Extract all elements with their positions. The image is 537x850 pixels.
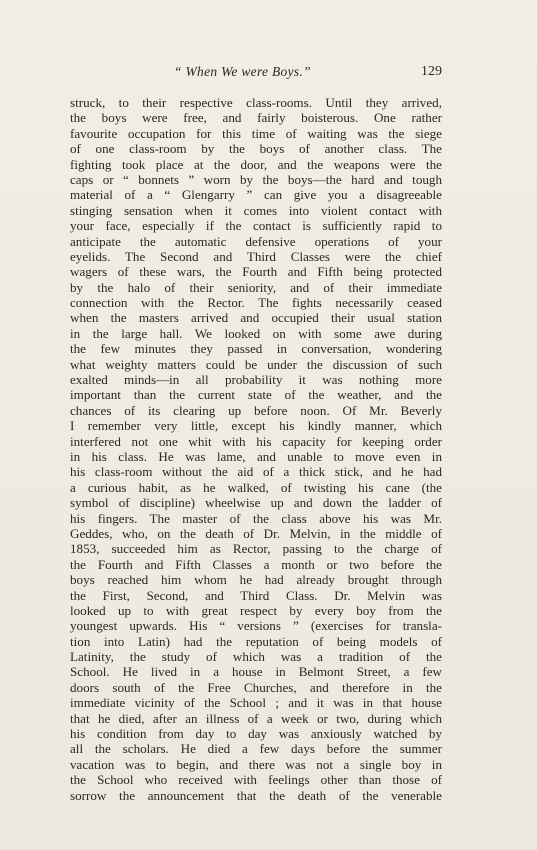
running-head-title: “ When We were Boys.” <box>174 64 311 79</box>
text-line: immediate vicinity of the School ; and it was in that house <box>70 695 442 711</box>
text-line: all the scholars. He died a few days before the summer <box>70 741 442 757</box>
page-number: 129 <box>421 64 442 79</box>
text-line: stinging sensation when it comes into violent contact with <box>70 202 442 218</box>
text-line: his fingers. The master of the class above his was Mr. <box>70 510 442 526</box>
text-line: boys reached him whom he had already brought through <box>70 572 442 588</box>
text-line: in his class. He was lame, and unable to move even in <box>70 448 442 464</box>
text-line: sorrow the announcement that the death of the venerable <box>70 787 442 803</box>
text-line: 1853, succeeded him as Rector, passing to the charge of <box>70 541 442 557</box>
text-line: caps or “ bonnets ” worn by the boys—the hard and tough <box>70 171 442 187</box>
text-line: of one class-room by the boys of another class. The <box>70 141 442 157</box>
text-line: the Fourth and Fifth Classes a month or two before the <box>70 556 442 572</box>
text-line: symbol of discipline) wheelwise up and down the ladder of <box>70 495 442 511</box>
text-line: doors south of the Free Churches, and therefore in the <box>70 679 442 695</box>
text-line: your face, especially if the contact is sufficiently rapid to <box>70 218 442 234</box>
text-line: what weighty matters could be under the discussion of such <box>70 356 442 372</box>
text-line: the School who received with feelings other than those of <box>70 772 442 788</box>
text-line: his condition from day to day was anxiously watched by <box>70 726 442 742</box>
text-line: chances of its clearing up before noon. Of Mr. Beverly <box>70 402 442 418</box>
text-line: anticipate the automatic defensive operations of your <box>70 233 442 249</box>
text-line: important than the current state of the weather, and the <box>70 387 442 403</box>
text-line: exalted minds—in all probability it was nothing more <box>70 372 442 388</box>
text-line: fighting took place at the door, and the weapons were the <box>70 156 442 172</box>
body-text <box>70 95 442 803</box>
text-line: that he died, after an illness of a week or two, during which <box>70 710 442 726</box>
text-line: tion into Latin) had the reputation of being models of <box>70 633 442 649</box>
text-line: the few minutes they passed in conversation, wondering <box>70 341 442 357</box>
text-line: material of a “ Glengarry ” can give you a disagreeable <box>70 187 442 203</box>
text-line: when the masters arrived and occupied their usual station <box>70 310 442 326</box>
text-line: by the halo of their seniority, and of their immediate <box>70 279 442 295</box>
text-line: the boys were free, and fairly boisterous. One rather <box>70 110 442 126</box>
text-line: in the large hall. We looked on with some awe during <box>70 325 442 341</box>
text-line: I remember very little, except his kindly manner, which <box>70 418 442 434</box>
text-line: his class-room without the aid of a thick stick, and he had <box>70 464 442 480</box>
text-line: Geddes, who, on the death of Dr. Melvin, in the middle of <box>70 525 442 541</box>
text-line: vacation was to begin, and there was not a single boy in <box>70 756 442 772</box>
text-line: interfered not one whit with his capacity for keeping order <box>70 433 442 449</box>
text-line: the First, Second, and Third Class. Dr. Melvin was <box>70 587 442 603</box>
text-line: wagers of these wars, the Fourth and Fifth being protected <box>70 264 442 280</box>
text-line: favourite occupation for this time of waiting was the siege <box>70 125 442 141</box>
text-line: a curious habit, as he walked, of twisting his cane (the <box>70 479 442 495</box>
text-line: School. He lived in a house in Belmont Street, a few <box>70 664 442 680</box>
text-line: struck, to their respective class-rooms. Until they arrived, <box>70 95 442 110</box>
text-line: Latinity, the study of which was a tradition of the <box>70 649 442 665</box>
text-line: youngest upwards. His “ versions ” (exercises for transla- <box>70 618 442 634</box>
text-line: eyelids. The Second and Third Classes were the chief <box>70 248 442 264</box>
text-line: connection with the Rector. The fights necessarily ceased <box>70 295 442 311</box>
running-head <box>70 64 442 84</box>
text-line: looked up to with great respect by every boy from the <box>70 602 442 618</box>
